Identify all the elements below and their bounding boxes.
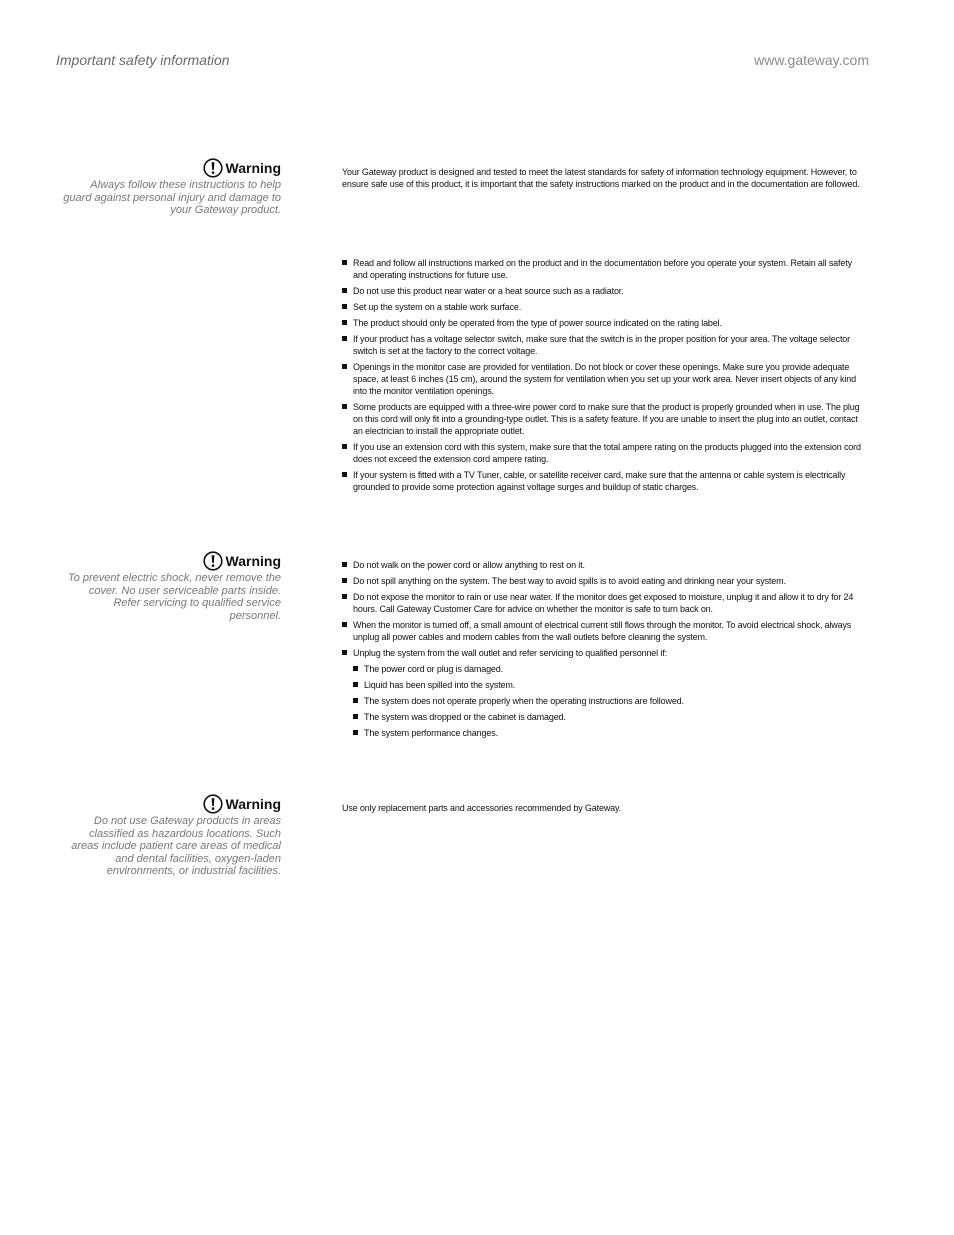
warning-title: Warning bbox=[225, 796, 281, 812]
warning-callout-1 bbox=[60, 158, 281, 217]
warning-text: Always follow these instructions to help guard against personal injury and damage to your Gateway product. bbox=[63, 179, 281, 217]
intro-block bbox=[342, 166, 867, 190]
sub-list-item: Liquid has been spilled into the system. bbox=[353, 679, 867, 691]
list-item-text: Unplug the system from the wall outlet and refer servicing to qualified personnel if: bbox=[353, 648, 667, 658]
list-item: When the monitor is turned off, a small amount of electrical current still flows through the monitor. To avoid electrical shock, always unplug all power cables and modem cables from the wall outlets before cleaning the system. bbox=[342, 619, 867, 643]
list-item: Openings in the monitor case are provided for ventilation. Do not block or cover these openings. Make sure you provide adequate space, at least 6 inches (15 cm), around the system for ventilation when you set up your work area. Never insert objects of any kind into the monitor ventilation openings. bbox=[342, 361, 867, 397]
warning-title: Warning bbox=[225, 160, 281, 176]
list-item-with-sublist bbox=[342, 647, 867, 739]
list-item: Set up the system on a stable work surface. bbox=[342, 301, 867, 313]
page-section-title: Important safety information bbox=[56, 52, 230, 68]
sub-list-item: The system performance changes. bbox=[353, 727, 867, 739]
sub-list-item: The power cord or plug is damaged. bbox=[353, 663, 867, 675]
replacement-note: Use only replacement parts and accessories recommended by Gateway. bbox=[342, 803, 622, 813]
warning-text: Do not use Gateway products in areas classified as hazardous locations. Such areas include patient care areas of medical and dental facilities, oxygen-laden environments, or industrial facilities. bbox=[71, 815, 281, 878]
list-item: Some products are equipped with a three-wire power cord to make sure that the product is properly grounded when in use. The plug on this cord will only fit into a grounding-type outlet. This is a safety feature. If you are unable to insert the plug into an outlet, contact an electrician to install the appropriate outlet. bbox=[342, 401, 867, 437]
warning-callout-2 bbox=[60, 551, 281, 622]
intro-paragraph: Your Gateway product is designed and tested to meet the latest standards for safety of information technology equipment. However, to ensure safe use of this product, it is important that the safety instructions marked on the product and in the documentation are followed. bbox=[342, 167, 860, 189]
exclamation-circle-icon bbox=[203, 158, 223, 178]
warning-text: To prevent electric shock, never remove the cover. No user serviceable parts inside. Refer servicing to qualified service personnel. bbox=[68, 572, 281, 622]
exclamation-circle-icon bbox=[203, 551, 223, 571]
sub-list bbox=[353, 663, 867, 739]
list-item: If your system is fitted with a TV Tuner, cable, or satellite receiver card, make sure that the antenna or cable system is electrically grounded to provide some protection against voltage surges and buildup of static charges. bbox=[342, 469, 867, 493]
warning-heading bbox=[60, 551, 281, 571]
safety-list-2 bbox=[342, 559, 867, 743]
list-item: If your product has a voltage selector switch, make sure that the switch is in the proper position for your area. The voltage selector switch is set at the factory to the correct voltage. bbox=[342, 333, 867, 357]
warning-title: Warning bbox=[225, 553, 281, 569]
sub-list-item: The system does not operate properly when the operating instructions are followed. bbox=[353, 695, 867, 707]
list-item: Do not spill anything on the system. The best way to avoid spills is to avoid eating and drinking near your system. bbox=[342, 575, 867, 587]
sub-list-item: The system was dropped or the cabinet is damaged. bbox=[353, 711, 867, 723]
warning-heading bbox=[60, 794, 281, 814]
warning-callout-3 bbox=[60, 794, 281, 878]
exclamation-circle-icon bbox=[203, 794, 223, 814]
warning-heading bbox=[60, 158, 281, 178]
list-item: Do not expose the monitor to rain or use near water. If the monitor does get exposed to moisture, unplug it and allow it to dry for 24 hours. Call Gateway Customer Care for advice on whether the monitor is safe to turn back on. bbox=[342, 591, 867, 615]
list-item: If you use an extension cord with this system, make sure that the total ampere rating on the products plugged into the extension cord does not exceed the extension cord ampere rating. bbox=[342, 441, 867, 465]
website-url: www.gateway.com bbox=[754, 52, 869, 68]
list-item: Do not walk on the power cord or allow anything to rest on it. bbox=[342, 559, 867, 571]
safety-list-1 bbox=[342, 257, 867, 497]
list-item: The product should only be operated from the type of power source indicated on the rating label. bbox=[342, 317, 867, 329]
list-item: Read and follow all instructions marked on the product and in the documentation before you operate your system. Retain all safety and operating instructions for future use. bbox=[342, 257, 867, 281]
replacement-block bbox=[342, 802, 867, 814]
list-item: Do not use this product near water or a heat source such as a radiator. bbox=[342, 285, 867, 297]
